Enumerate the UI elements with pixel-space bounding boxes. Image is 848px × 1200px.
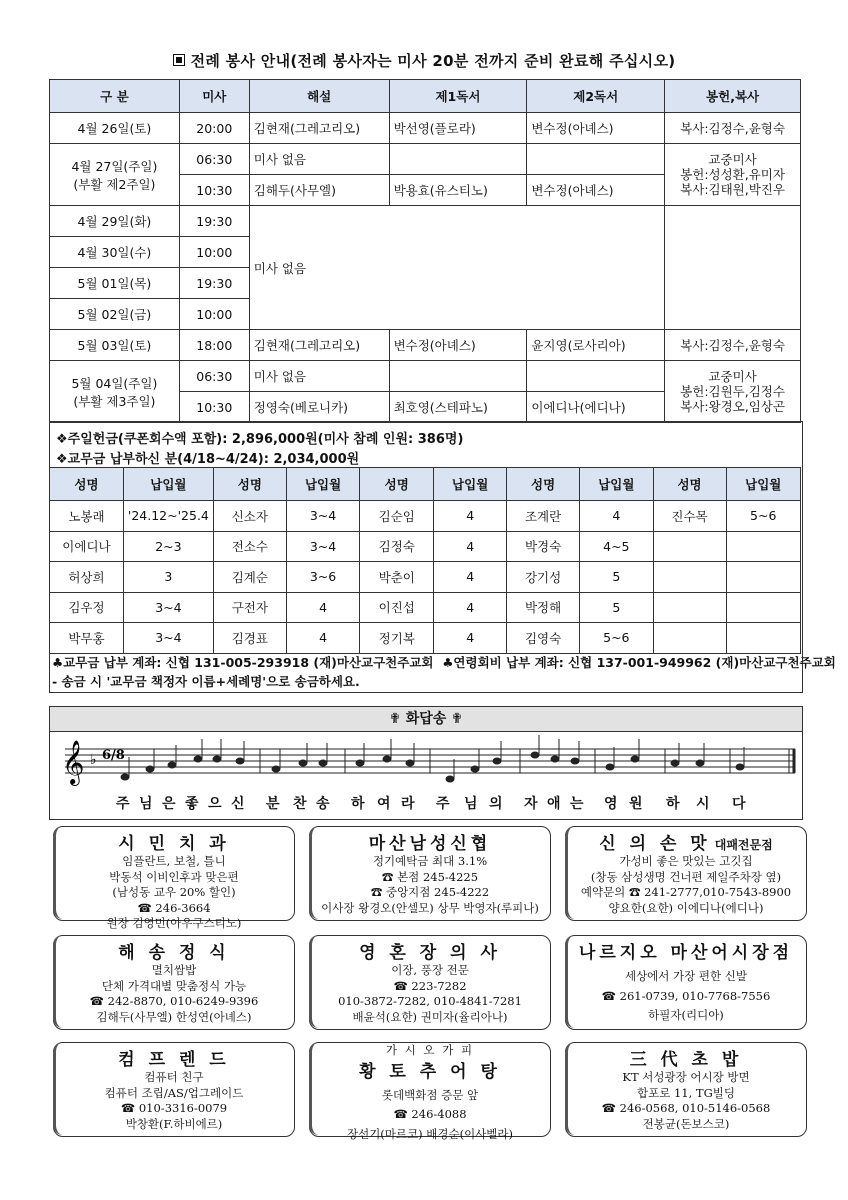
music-note bbox=[383, 756, 391, 762]
ad-line: 가성비 좋은 맛있는 고깃집 bbox=[619, 854, 753, 868]
table-row: 5월 04일(주일) (부활 제3주일) 06:30 미사 없음 교중미사 봉헌:김원두,김정수 복사:왕경오,임상곤 bbox=[50, 361, 801, 392]
table-row bbox=[50, 623, 801, 654]
member-name: 김정숙 bbox=[360, 531, 434, 562]
paid-months: 5 bbox=[580, 562, 653, 593]
lyric-syllable: 좋 bbox=[185, 796, 199, 812]
ad-line: (남성동 교우 20% 할인) bbox=[112, 885, 236, 899]
ad-line: 박동석 이비인후과 맞은편 bbox=[109, 869, 239, 884]
member-name: 김계순 bbox=[213, 562, 286, 593]
ad-line: 멸치쌈밥 bbox=[151, 963, 197, 977]
music-note bbox=[299, 760, 307, 766]
table-row: 4월 30일(수) 10:00 bbox=[50, 237, 801, 268]
ad-box bbox=[565, 826, 807, 921]
paid-months: 4 bbox=[434, 501, 507, 532]
ad-line: ☎ 223-7282 bbox=[393, 978, 467, 993]
ad-border-decoration bbox=[53, 1042, 74, 1135]
music-note bbox=[213, 756, 221, 762]
paid-months: 4 bbox=[286, 592, 359, 623]
member-name bbox=[653, 623, 726, 654]
ad-border-decoration bbox=[565, 935, 586, 1028]
account-note: - 송금 시 '교무금 책정자 이름+세례명'으로 송금하세요. bbox=[52, 674, 360, 689]
paid-months: 5~6 bbox=[580, 623, 653, 654]
lyric-syllable: 자 bbox=[524, 796, 538, 812]
music-note bbox=[194, 756, 202, 762]
table-row bbox=[50, 592, 801, 623]
hymn-title: ✟ 화답송 ✟ bbox=[50, 707, 802, 732]
lyric-syllable: 주 bbox=[116, 796, 130, 812]
ad-border-decoration bbox=[309, 935, 330, 1028]
paid-months: 4 bbox=[434, 562, 507, 593]
ad-box bbox=[53, 826, 295, 930]
col-header: 납입월 bbox=[286, 468, 359, 501]
music-note bbox=[272, 766, 280, 772]
table-row: 4월 26일(토) 20:00 김현재(그레고리오) 박선영(플로라) 변수정(아녜스) 복사:김정수,윤형숙 bbox=[50, 113, 801, 144]
music-note bbox=[121, 774, 129, 780]
ad-line: 장선기(마르코) 배경순(이사벨라) bbox=[346, 1126, 514, 1141]
paid-months: 2~3 bbox=[123, 531, 213, 562]
liturgy-schedule-table bbox=[49, 79, 801, 423]
col-header: 성명 bbox=[360, 468, 434, 501]
member-name bbox=[653, 592, 726, 623]
table-row: 5월 03일(토) 18:00 김현재(그레고리오) 변수정(아녜스) 윤지영(로사리아) 복사:김정수,윤형숙 bbox=[50, 330, 801, 361]
music-note bbox=[319, 760, 327, 766]
member-name: 박정해 bbox=[507, 592, 580, 623]
table-row: 10:30 정영숙(베로니카) 최호영(스테파노) 이에디나(에디나) bbox=[50, 392, 801, 423]
ad-name: 나르지오 마산어시장점 bbox=[578, 943, 794, 963]
ad-box bbox=[565, 935, 807, 1030]
table-row bbox=[50, 501, 801, 532]
lyric-syllable: 다 bbox=[732, 796, 746, 812]
ad-line: (창동 삼성생명 건너편 제일주차장 옆) bbox=[590, 869, 782, 884]
table-row: 4월 27일(주일) (부활 제2주일) 06:30 미사 없음 교중미사 봉헌:성성환,유미자 복사:김태원,박진우 bbox=[50, 144, 801, 175]
paid-months: 4~5 bbox=[580, 531, 653, 562]
ad-name: 황 토 추 어 탕 bbox=[359, 1061, 501, 1082]
dues-table bbox=[49, 467, 801, 654]
lyric-syllable: 님 bbox=[464, 796, 478, 812]
table-row bbox=[50, 562, 801, 593]
ad-line: ☎ 본점 245-4225 bbox=[381, 869, 479, 884]
ad-name: 영 혼 장 의 사 bbox=[359, 943, 501, 963]
col-header: 납입월 bbox=[580, 468, 653, 501]
music-note bbox=[168, 762, 176, 768]
music-note bbox=[471, 766, 479, 772]
ad-line: 이장, 풍장 전문 bbox=[391, 963, 469, 977]
ad-border-decoration bbox=[565, 826, 586, 919]
lyric-syllable: 는 bbox=[570, 796, 584, 812]
music-note bbox=[146, 766, 154, 772]
music-note bbox=[696, 760, 704, 766]
ad-border-decoration bbox=[309, 826, 330, 919]
paid-months: 3~6 bbox=[286, 562, 359, 593]
lyric-syllable: 애 bbox=[547, 796, 561, 812]
ad-name: 시 민 치 과 bbox=[118, 834, 230, 854]
member-name: 노봉래 bbox=[50, 501, 124, 532]
col-header: 납입월 bbox=[726, 468, 801, 501]
music-note bbox=[236, 758, 244, 764]
ad-line: 하필자(리디아) bbox=[648, 1008, 724, 1022]
ad-box bbox=[53, 935, 295, 1030]
lyric-syllable: 시 bbox=[696, 796, 710, 812]
col-header: 성명 bbox=[507, 468, 580, 501]
ad-box bbox=[53, 1042, 295, 1137]
ad-name: 해 송 정 식 bbox=[118, 943, 230, 963]
treble-clef-icon: 𝄞 bbox=[62, 740, 85, 784]
paid-months: '24.12~'25.4 bbox=[123, 501, 213, 532]
table-row: 4월 29일(화) 19:30 미사 없음 bbox=[50, 206, 801, 237]
ad-line: ☎ 246-4088 bbox=[393, 1107, 467, 1121]
ad-line: ☎ 246-3664 bbox=[137, 900, 211, 915]
music-note bbox=[736, 764, 744, 770]
music-note bbox=[571, 758, 579, 764]
lyric-syllable: 찬 bbox=[293, 796, 307, 812]
lyric-syllable: 으 bbox=[208, 796, 222, 812]
member-name: 허상희 bbox=[50, 562, 124, 593]
col-header: 해설 bbox=[249, 80, 389, 113]
table-row: 5월 01일(목) 19:30 bbox=[50, 268, 801, 299]
ad-border-decoration bbox=[53, 826, 74, 919]
lyric-syllable: 영 bbox=[604, 796, 618, 812]
ad-border-decoration bbox=[565, 1042, 586, 1135]
col-header: 성명 bbox=[50, 468, 124, 501]
ad-line: 010-3872-7282, 010-4841-7281 bbox=[338, 994, 522, 1008]
ad-name-sub: 대패전문점 bbox=[714, 838, 773, 852]
table-row: 10:30 김해두(사무엘) 박용효(유스티노) 변수정(아녜스) bbox=[50, 175, 801, 206]
member-name: 구전자 bbox=[213, 592, 286, 623]
col-header: 구 분 bbox=[50, 80, 180, 113]
ad-line: 임플란트, 보철, 틀니 bbox=[122, 854, 226, 868]
ad-name: 마산남성신협 bbox=[368, 834, 492, 854]
lyric-syllable: 주 bbox=[436, 796, 450, 812]
ad-line: ☎ 010-3316-0079 bbox=[120, 1101, 228, 1115]
paid-months bbox=[726, 592, 801, 623]
member-name: 박춘이 bbox=[360, 562, 434, 593]
music-note bbox=[406, 760, 414, 766]
ad-box bbox=[309, 826, 551, 921]
lyric-syllable: 송 bbox=[316, 796, 330, 812]
member-name bbox=[653, 531, 726, 562]
music-note bbox=[446, 776, 454, 782]
ad-line: ☎ 242-8870, 010-6249-9396 bbox=[89, 994, 259, 1008]
member-name: 진수목 bbox=[653, 501, 726, 532]
paid-months bbox=[726, 623, 801, 654]
paid-months: 3~4 bbox=[123, 592, 213, 623]
ad-line: 배윤석(요한) 권미자(율리아나) bbox=[352, 1009, 508, 1024]
account-info: ♣교무금 납부 계좌: 신협 131-005-293918 (재)마산교구천주교회 ♣연령회비 납부 계좌: 신협 137-001-949962 (재)마산교구천주교회 bbox=[52, 655, 836, 670]
col-header: 제1독서 bbox=[389, 80, 527, 113]
ad-line: 정기예탁금 최대 3.1% bbox=[372, 854, 488, 868]
member-name: 김영숙 bbox=[507, 623, 580, 654]
col-header: 성명 bbox=[653, 468, 726, 501]
ad-line: 김해두(사무엘) 한성연(아녜스) bbox=[96, 1009, 252, 1024]
member-name: 전소수 bbox=[213, 531, 286, 562]
member-name: 김경표 bbox=[213, 623, 286, 654]
page-title: 전례 봉사 안내(전례 봉사자는 미사 20분 전까지 준비 완료해 주십시오) bbox=[0, 50, 848, 71]
music-note bbox=[631, 756, 639, 762]
ad-name: 컴 프 렌 드 bbox=[118, 1050, 230, 1070]
flat-icon: ♭ bbox=[90, 752, 97, 768]
music-note bbox=[531, 752, 539, 758]
table-header-row bbox=[50, 468, 801, 501]
ad-line: 세상에서 가장 편한 신발 bbox=[624, 969, 748, 983]
paid-months: 4 bbox=[434, 623, 507, 654]
member-name: 이에디나 bbox=[50, 531, 124, 562]
lyric-syllable: 하 bbox=[666, 796, 680, 812]
member-name: 신소자 bbox=[213, 501, 286, 532]
member-name: 정기복 bbox=[360, 623, 434, 654]
square-bullet-icon bbox=[173, 54, 185, 66]
music-note bbox=[606, 764, 614, 770]
ad-line: 원장 김영민(아우구스티노) bbox=[106, 916, 242, 930]
ad-line: ☎ 246-0568, 010-5146-0568 bbox=[601, 1101, 771, 1115]
dues-total-text: ❖교무금 납부하신 분(4/18~4/24): 2,034,000원 bbox=[56, 452, 360, 467]
table-header-row bbox=[50, 80, 801, 113]
table-row bbox=[50, 531, 801, 562]
paid-months bbox=[726, 531, 801, 562]
ad-line: ☎ 중앙지점 245-4222 bbox=[370, 885, 490, 899]
member-name: 조계란 bbox=[507, 501, 580, 532]
col-header: 봉헌,복사 bbox=[665, 80, 801, 113]
lyric-syllable: 라 bbox=[401, 796, 415, 812]
member-name bbox=[653, 562, 726, 593]
member-name: 김우정 bbox=[50, 592, 124, 623]
paid-months bbox=[726, 562, 801, 593]
responsorial-psalm bbox=[49, 706, 803, 820]
member-name: 박무홍 bbox=[50, 623, 124, 654]
ad-border-decoration bbox=[309, 1042, 330, 1135]
ad-name: 신 의 손 맛 대패전문점 bbox=[599, 834, 773, 854]
col-header: 제2독서 bbox=[527, 80, 665, 113]
lyric-syllable: 신 bbox=[231, 796, 245, 812]
ad-subtitle: 가 시 오 가 피 bbox=[385, 1043, 475, 1057]
svg-text:6/8: 6/8 bbox=[102, 748, 125, 763]
table-row: 5월 02일(금) 10:00 bbox=[50, 299, 801, 330]
col-header: 납입월 bbox=[123, 468, 213, 501]
col-header: 성명 bbox=[213, 468, 286, 501]
ad-line: 합포로 11, TG빌딩 bbox=[636, 1085, 735, 1100]
paid-months: 4 bbox=[434, 592, 507, 623]
ad-line: 양요한(요한) 이에디나(에디나) bbox=[608, 900, 764, 915]
member-name: 김순임 bbox=[360, 501, 434, 532]
music-note bbox=[671, 760, 679, 766]
paid-months: 4 bbox=[580, 501, 653, 532]
sunday-offering-text: ❖주일헌금(쿠폰회수액 포함): 2,896,000원(미사 참례 인원: 386명) bbox=[56, 432, 464, 447]
ad-box bbox=[309, 1042, 551, 1141]
lyric-syllable: 여 bbox=[377, 796, 391, 812]
ad-line: 예약문의 ☎ 241-2777,010-7543-8900 bbox=[580, 885, 792, 899]
ad-line: 전봉균(돈보스코) bbox=[642, 1116, 730, 1131]
paid-months: 5~6 bbox=[726, 501, 801, 532]
ad-line: ☎ 261-0739, 010-7768-7556 bbox=[601, 988, 771, 1003]
member-name: 박경숙 bbox=[507, 531, 580, 562]
paid-months: 3~4 bbox=[123, 623, 213, 654]
ad-line: 단체 가격대별 맞춤정식 가능 bbox=[101, 978, 247, 993]
paid-months: 3~4 bbox=[286, 531, 359, 562]
member-name: 이진섭 bbox=[360, 592, 434, 623]
ad-border-decoration bbox=[53, 935, 74, 1028]
music-note bbox=[493, 758, 501, 764]
member-name: 강기성 bbox=[507, 562, 580, 593]
lyric-syllable: 의 bbox=[489, 796, 503, 812]
lyric-syllable: 님 bbox=[139, 796, 153, 812]
lyric-syllable: 하 bbox=[351, 796, 365, 812]
ad-box bbox=[565, 1042, 807, 1137]
paid-months: 3~4 bbox=[286, 501, 359, 532]
lyric-syllable: 분 bbox=[266, 796, 280, 812]
paid-months: 5 bbox=[580, 592, 653, 623]
ad-name: 三 代 초 밥 bbox=[629, 1050, 743, 1070]
lyric-syllable: 원 bbox=[629, 796, 643, 812]
ad-line: 컴퓨터 친구 bbox=[144, 1070, 204, 1084]
music-note bbox=[551, 756, 559, 762]
ad-line: 박창환(F.하비에르) bbox=[125, 1116, 223, 1131]
music-note bbox=[356, 760, 364, 766]
ad-line: KT 서성광장 어시장 방면 bbox=[622, 1070, 750, 1084]
ad-line: 컴퓨터 조립/AS/업그레이드 bbox=[104, 1085, 244, 1100]
col-header: 미사 bbox=[179, 80, 249, 113]
col-header: 납입월 bbox=[434, 468, 507, 501]
ad-box bbox=[309, 935, 551, 1030]
paid-months: 4 bbox=[434, 531, 507, 562]
paid-months: 4 bbox=[286, 623, 359, 654]
paid-months: 3 bbox=[123, 562, 213, 593]
ad-line: 롯데백화점 증문 앞 bbox=[381, 1087, 479, 1102]
lyric-syllable: 은 bbox=[162, 796, 176, 812]
ad-line: 이사장 왕경오(안셀모) 상무 박영자(루피나) bbox=[321, 900, 539, 915]
